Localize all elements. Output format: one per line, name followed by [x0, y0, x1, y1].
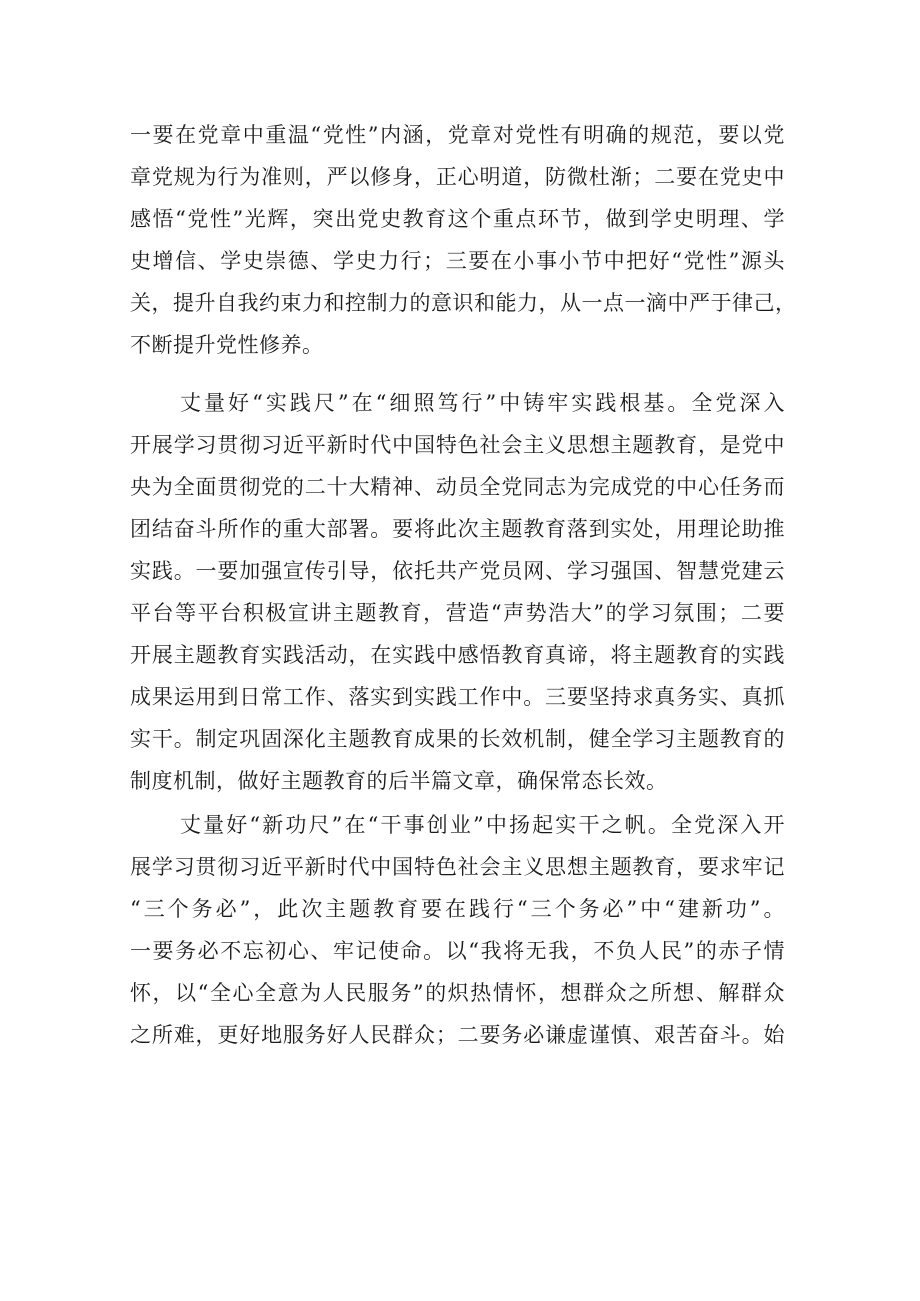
paragraph-2 — [130, 382, 785, 802]
paragraph-line: 制度机制，做好主题教育的后半篇文章，确保常态长效。 — [130, 769, 668, 793]
paragraph-line: 感悟“党性”光辉，突出党史教育这个重点环节，做到学史明理、学 — [130, 207, 785, 231]
paragraph-line: 丈量好“实践尺”在“细照笃行”中铸牢实践根基。全党深入 — [180, 391, 785, 415]
paragraph-line: “三个务必”，此次主题教育要在践行“三个务必”中“建新功”。 — [130, 897, 785, 921]
paragraph-line: 团结奋斗所作的重大部署。要将此次主题教育落到实处，用理论助推 — [130, 517, 785, 541]
paragraph-spacer — [130, 366, 785, 382]
paragraph-3 — [130, 804, 785, 1056]
paragraph-line: 章党规为行为准则，严以修身，正心明道，防微杜渐；二要在党史中 — [130, 165, 785, 189]
paragraph-line: 开展主题教育实践活动，在实践中感悟教育真谛，将主题教育的实践 — [130, 643, 785, 667]
paragraph-line: 成果运用到日常工作、落实到实践工作中。三要坚持求真务实、真抓 — [130, 685, 785, 709]
paragraph-line: 不断提升党性修养。 — [130, 333, 324, 357]
paragraph-line: 实干。制定巩固深化主题教育成果的长效机制，健全学习主题教育的 — [130, 727, 785, 751]
paragraph-line: 之所难，更好地服务好人民群众；二要务必谦虚谨慎、艰苦奋斗。始 — [130, 1023, 785, 1047]
paragraph-line: 央为全面贯彻党的二十大精神、动员全党同志为完成党的中心任务而 — [130, 475, 785, 499]
paragraph-line: 丈量好“新功尺”在“干事创业”中扬起实干之帆。全党深入开 — [180, 813, 785, 837]
paragraph-line: 史增信、学史崇德、学史力行；三要在小事小节中把好“党性”源头 — [130, 249, 785, 273]
paragraph-line: 开展学习贯彻习近平新时代中国特色社会主义思想主题教育，是党中 — [130, 433, 785, 457]
paragraph-line: 一要务必不忘初心、牢记使命。以“我将无我，不负人民”的赤子情 — [130, 939, 785, 963]
paragraph-line: 展学习贯彻习近平新时代中国特色社会主义思想主题教育，要求牢记 — [130, 855, 785, 879]
paragraph-line: 一要在党章中重温“党性”内涵，党章对党性有明确的规范，要以党 — [130, 123, 785, 147]
paragraph-line: 关，提升自我约束力和控制力的意识和能力，从一点一滴中严于律己， — [130, 291, 797, 315]
paragraph-line: 平台等平台积极宣讲主题教育，营造“声势浩大”的学习氛围；二要 — [130, 601, 785, 625]
paragraph-line: 怀，以“全心全意为人民服务”的炽热情怀，想群众之所想、解群众 — [130, 981, 785, 1005]
paragraph-1 — [130, 114, 797, 366]
document-body — [130, 114, 797, 1056]
paragraph-line: 实践。一要加强宣传引导，依托共产党员网、学习强国、智慧党建云 — [130, 559, 785, 583]
